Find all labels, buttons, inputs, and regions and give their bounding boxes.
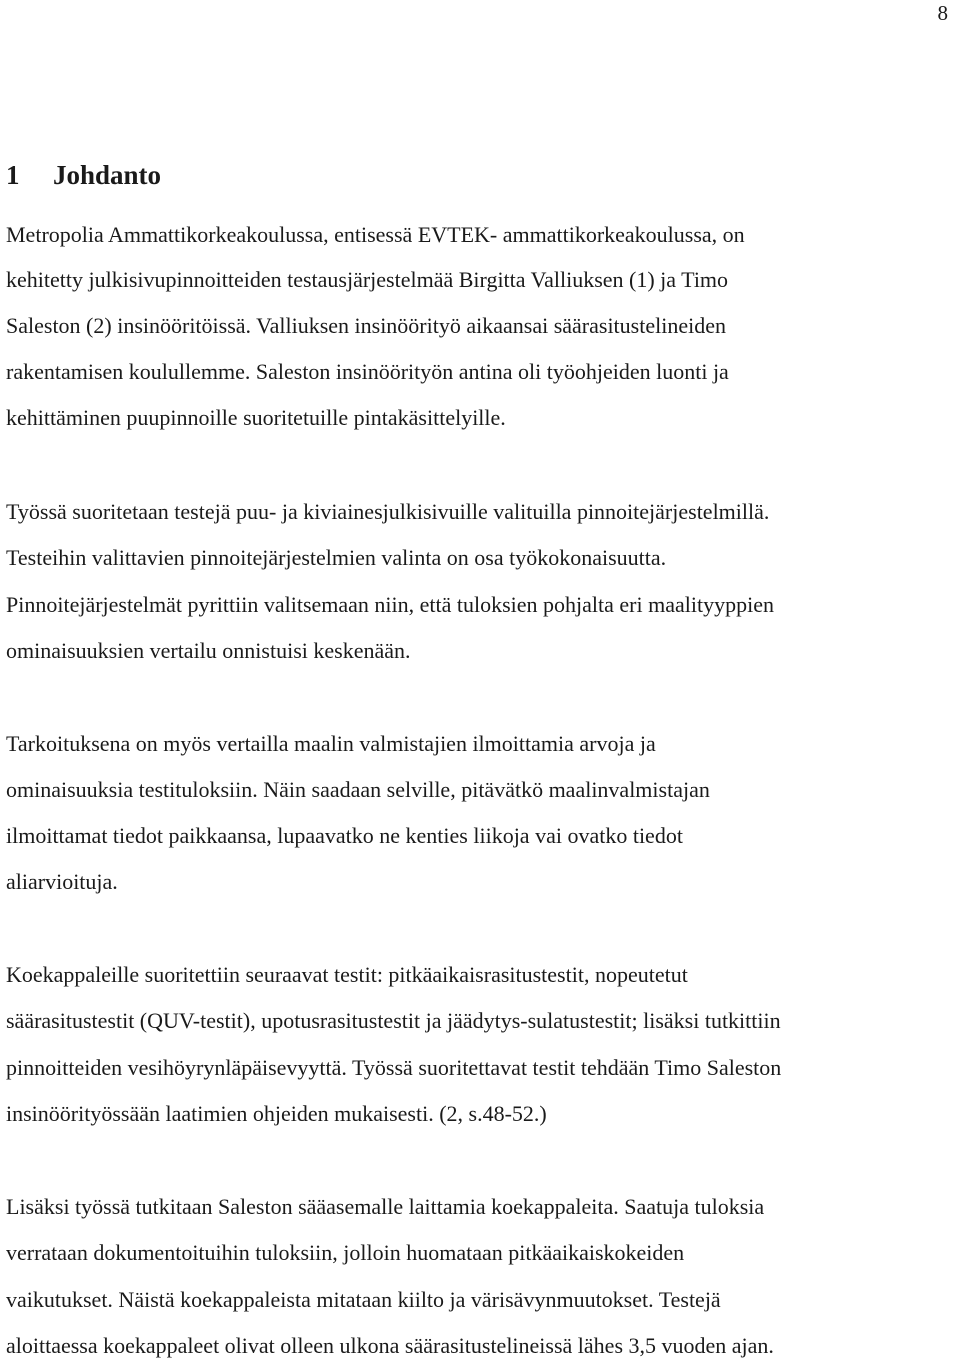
text-line: Metropolia Ammattikorkeakoulussa, entisessä EVTEK- ammattikorkeakoulussa, on	[6, 222, 745, 247]
text-line: verrataan dokumentoituihin tuloksiin, jolloin huomataan pitkäaikaiskokeiden	[6, 1240, 685, 1265]
text-line: vaikutukset. Näistä koekappaleista mitataan kiilto ja värisävynmuutokset. Testejä	[6, 1287, 721, 1312]
text-line: aloittaessa koekappaleet olivat olleen ulkona säärasitustelineissä lähes 3,5 vuoden ajan.	[6, 1333, 774, 1358]
section-heading	[6, 156, 161, 194]
text-line: rakentamisen koulullemme. Saleston insinöörityön antina oli työohjeiden luonti ja	[6, 359, 729, 384]
text-line: Koekappaleille suoritettiin seuraavat testit: pitkäaikaisrasitustestit, nopeutetut	[6, 962, 688, 987]
text-line: säärasitustestit (QUV-testit), upotusrasitustestit ja jäädytys-sulatustestit; lisäksi tutkittiin	[6, 1008, 781, 1033]
page-number: 8	[937, 1, 948, 25]
text-line: insinöörityössään laatimien ohjeiden mukaisesti. (2, s.48-52.)	[6, 1101, 547, 1126]
text-line: kehittäminen puupinnoille suoritetuille pintakäsittelyille.	[6, 405, 506, 430]
text-line: Testeihin valittavien pinnoitejärjestelmien valinta on osa työkokonaisuutta.	[6, 545, 667, 570]
text-line: Tarkoituksena on myös vertailla maalin valmistajien ilmoittamia arvoja ja	[6, 731, 656, 756]
text-line: ominaisuuksia testituloksiin. Näin saadaan selville, pitävätkö maalinvalmistajan	[6, 777, 710, 802]
section-number: 1	[6, 160, 20, 190]
section-title: Johdanto	[53, 160, 162, 190]
text-line: Työssä suoritetaan testejä puu- ja kiviainesjulkisivuille valituilla pinnoitejärjestelmillä.	[6, 499, 770, 524]
text-line: ilmoittamat tiedot paikkaansa, lupaavatko ne kenties liikoja vai ovatko tiedot	[6, 823, 683, 848]
text-line: pinnoitteiden vesihöyrynläpäisevyyttä. Työssä suoritettavat testit tehdään Timo Saleston	[6, 1055, 782, 1080]
text-line: Lisäksi työssä tutkitaan Saleston sääasemalle laittamia koekappaleita. Saatuja tuloksia	[6, 1194, 765, 1219]
text-line: aliarvioituja.	[6, 869, 118, 894]
text-line: Saleston (2) insinööritöissä. Valliuksen insinöörityö aikaansai säärasitustelineiden	[6, 313, 726, 338]
text-line: kehitetty julkisivupinnoitteiden testausjärjestelmää Birgitta Valliuksen (1) ja Timo	[6, 267, 729, 292]
text-line: ominaisuuksien vertailu onnistuisi keskenään.	[6, 638, 411, 663]
text-line: Pinnoitejärjestelmät pyrittiin valitsemaan niin, että tuloksien pohjalta eri maalityyppien	[6, 592, 774, 617]
